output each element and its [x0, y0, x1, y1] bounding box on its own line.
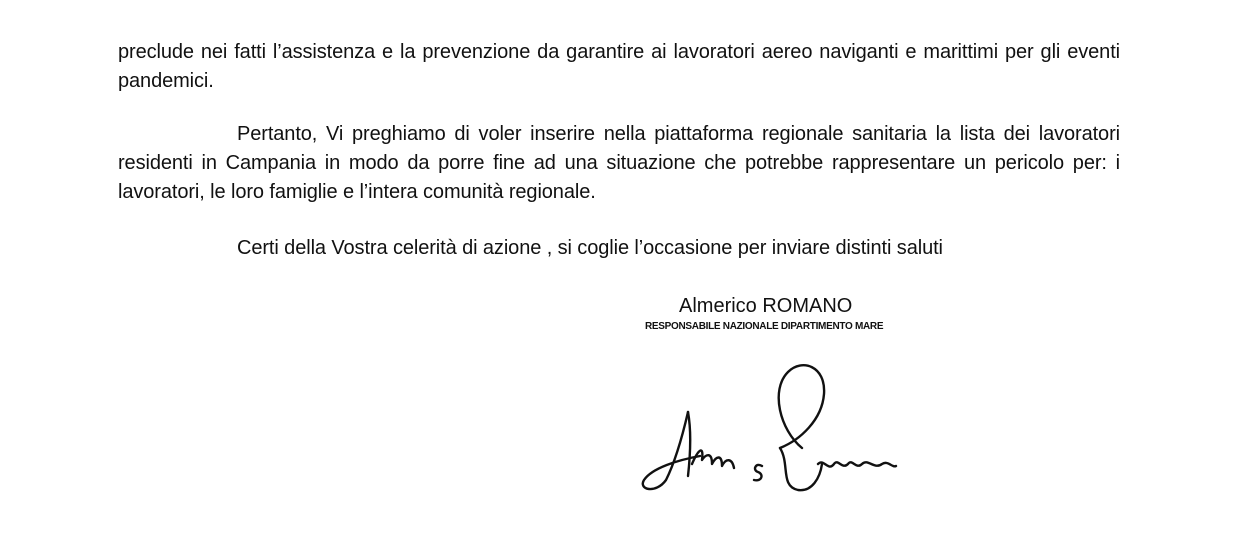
- signatory-role: RESPONSABILE NAZIONALE DIPARTIMENTO MARE: [645, 321, 884, 332]
- signature-icon: [630, 360, 910, 500]
- signatory-name: Almerico ROMANO: [679, 295, 853, 317]
- letter-paragraph-1: preclude nei fatti l’assistenza e la prevenzione da garantire ai lavoratori aereo naviganti e marittimi per gli eventi pandemici.: [118, 41, 1120, 92]
- letter-paragraph-2: Pertanto, Vi preghiamo di voler inserire nella piattaforma regionale sanitaria la lista dei lavoratori residenti in Campania in modo da porre fine ad una situazione che potrebbe rappresentare un pericolo per: i lavoratori, le loro famiglie e l’intera comunità regionale.: [118, 123, 1120, 203]
- closing-paragraph: Certi della Vostra celerità di azione , si coglie l’occasione per inviare distinti saluti: [237, 237, 943, 259]
